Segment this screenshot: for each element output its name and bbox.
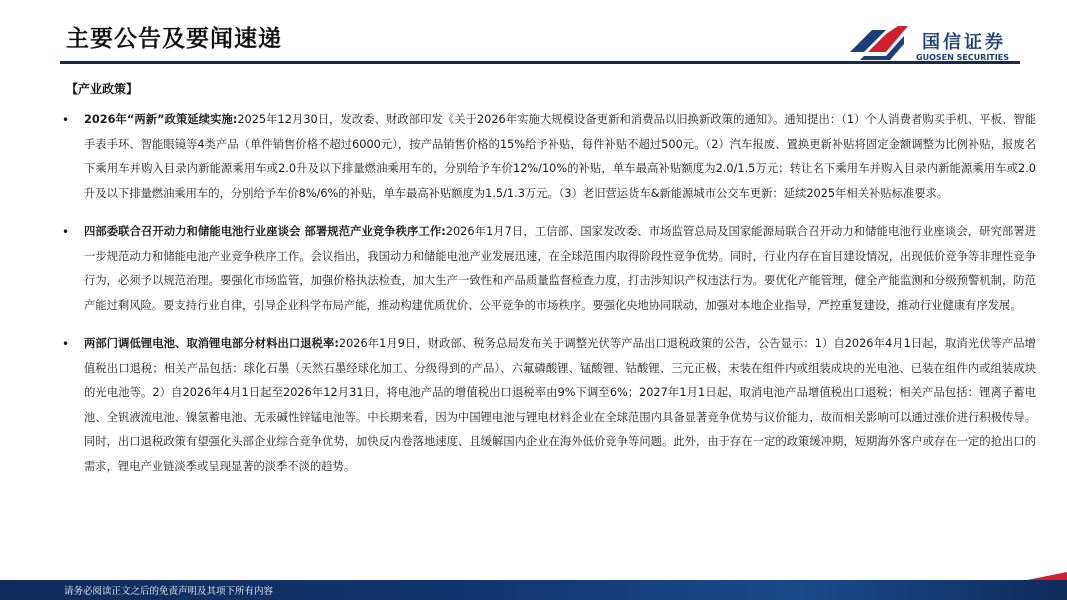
bullet-icon: •	[62, 225, 70, 239]
page-title: 主要公告及要闻速递	[66, 26, 282, 52]
bullet-icon: •	[62, 337, 70, 351]
page-footer	[0, 580, 1067, 600]
item-title: 四部委联合召开动力和储能电池行业座谈会 部署规范产业竞争秩序工作:	[84, 225, 446, 238]
company-logo	[846, 22, 1036, 64]
list-item	[60, 108, 1036, 206]
list-item	[60, 220, 1036, 318]
list-item	[60, 332, 1036, 479]
page-header	[0, 0, 1067, 66]
logo-mark-icon	[846, 22, 914, 62]
item-title: 2026年“两新”政策延续实施:	[84, 113, 238, 126]
item-title: 两部门调低锂电池、取消锂电部分材料出口退税率:	[84, 337, 339, 350]
news-list	[60, 108, 1036, 493]
logo-chinese-name: 国信证券	[922, 32, 1006, 53]
item-body: 2026年1月7日，工信部、国家发改委、市场监管总局及国家能源局联合召开动力和储能电池行业座谈会，研究部署进一步规范动力和储能电池产业竞争秩序工作。会议指出，我国动力和储能电池产业发展迅速，在全球范围内取得阶段性竞争优势。同时，行业内存在盲目建设情况，出现低价竞争等非理性竞争行为，必须予以规范治理。要强化市场监管，加强价格执法检查，加大生产一致性和产品质量监督检查力度，打击涉知识产权违法行为。要优化产能管理，健全产能监测和分级预警机制，防范产能过剩风险。要支持行业自律，引导企业科学布局产能，推动构建优质优价、公平竞争的市场秩序。要强化央地协同联动，加强对本地企业指导，严控重复建设，推动行业健康有序发展。	[84, 225, 1036, 312]
footer-disclaimer: 请务必阅读正文之后的免责声明及其项下所有内容	[64, 586, 274, 597]
item-body: 2025年12月30日，发改委、财政部印发《关于2026年实施大规模设备更新和消费品以旧换新政策的通知》。通知提出：（1）个人消费者购买手机、平板、智能手表手环、智能眼镜等4类产品（单件销售价格不超过6000元），按产品销售价格的15%给予补贴，每件补贴不超过500元。（2）汽车报废、置换更新补贴将固定金额调整为比例补贴，报废名下乘用车并购入目录内新能源乘用车或2.0升及以下排量燃油乘用车的，分别给予车价12%/10%的补贴，单车最高补贴额度为2.0/1.5万元；转让名下乘用车并购入目录内新能源乘用车或2.0升及以下排量燃油乘用车的，分别给予车价8%/6%的补贴，单车最高补贴额度为1.5/1.3万元。（3）老旧营运货车&新能源城市公交车更新：延续2025年相关补贴标准要求。	[84, 113, 1036, 200]
item-body: 2026年1月9日，财政部、税务总局发布关于调整光伏等产品出口退税政策的公告，公告显示：1）自2026年4月1日起，取消光伏等产品增值税出口退税；相关产品包括：球化石墨（天然石墨经球化加工、分级得到的产品）、六氟磷酸锂、锰酸锂、钴酸锂、三元正极、未装在组件内或组装成块的光电池、已装在组件内或组装成块的光电池等。2）自2026年4月1日起至2026年12月31日，将电池产品的增值税出口退税率由9%下调至6%；2027年1月1日起，取消电池产品增值税出口退税；相关产品包括：锂离子蓄电池、全钒液流电池、镍氢蓄电池、无汞碱性锌锰电池等。中长期来看，因为中国锂电池与锂电材料企业在全球范围内具备显著竞争优势与议价能力，故而相关影响可以通过涨价进行积极传导。同时，出口退税政策有望强化头部企业综合竞争优势，加快反内卷落地速度、且缓解国内企业在海外低价竞争等问题。此外，由于存在一定的政策缓冲期，短期海外客户或存在一定的抢出口的需求，锂电产业链淡季或呈现显著的淡季不淡的趋势。	[84, 337, 1036, 473]
bullet-icon: •	[62, 113, 70, 127]
logo-english-name: GUOSEN SECURITIES	[916, 53, 1009, 62]
footer-accent	[1007, 572, 1067, 580]
section-label: 【产业政策】	[66, 82, 139, 96]
